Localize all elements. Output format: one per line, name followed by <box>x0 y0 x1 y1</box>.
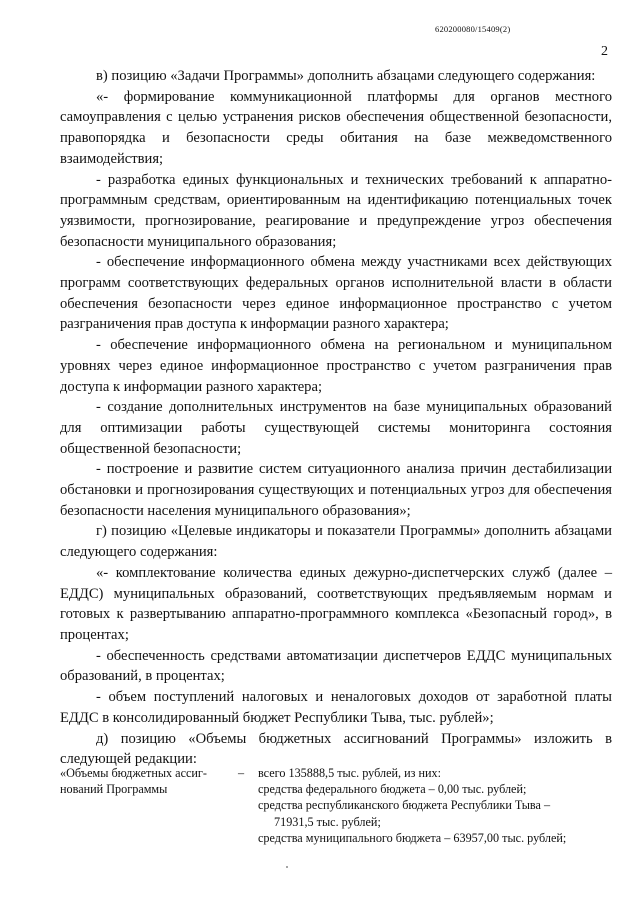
budget-republic: средства республиканского бюджета Республики Тыва – <box>258 798 551 813</box>
paragraph-tasks-intro: в) позицию «Задачи Программы» дополнить абзацами следующего содержания: <box>96 68 596 84</box>
page-number: 2 <box>601 44 608 59</box>
budget-municipal: средства муниципального бюджета – 63957,00 тыс. рублей; <box>258 830 567 845</box>
budget-republic-amount: 71931,5 тыс. рублей; <box>274 814 381 829</box>
document-body <box>60 66 612 770</box>
budget-label-line: нований Программы <box>60 782 168 797</box>
paragraph-tax-revenue: - объем поступлений налоговых и неналоговых доходов от заработной платы ЕДДС в консолидированный бюджет Республики Тыва, тыс. рублей»; <box>60 689 612 726</box>
budget-label-line: «Объемы бюджетных ассиг- <box>60 766 207 780</box>
paragraph-monitoring-tools: - создание дополнительных инструментов на базе муниципальных образований для оптимизации работы существующей системы мониторинга состояния общественной безопасности; <box>60 399 612 457</box>
budget-total: всего 135888,5 тыс. рублей, из них: <box>258 766 442 780</box>
budget-table-values <box>258 765 612 846</box>
budget-federal: средства федерального бюджета – 0,00 тыс. рублей; <box>258 782 527 797</box>
paragraph-edds-staffing: «- комплектование количества единых дежурно-диспетчерских служб (далее – ЕДДС) муниципальных образований, соответствующих предъявляемым нормам и готовых к развертыванию аппаратно-программного комплекса «Безопасный город», в процентах; <box>60 564 612 643</box>
paragraph-indicators-intro: г) позицию «Целевые индикаторы и показатели Программы» дополнить абзацами следующего содержания: <box>60 523 612 561</box>
document-code: 620200080/15409(2) <box>435 24 511 34</box>
budget-table-dash: – <box>238 766 245 780</box>
paragraph-budget-intro: д) позицию «Объемы бюджетных ассигнований Программы» изложить в следующей редакции: <box>60 730 612 768</box>
paragraph-situational-analysis: - построение и развитие систем ситуационного анализа причин дестабилизации обстановки и прогнозирования существующих и потенциальных угроз для обеспечения безопасности населения муниципального образования»; <box>60 461 612 519</box>
scan-speck <box>286 866 288 868</box>
paragraph-technical-requirements: - разработка единых функциональных и технических требований к аппаратно-программным средствам, ориентированным на идентификацию потенциальных точек уязвимости, прогнозирование, реагирование и предупреждение угроз обеспечения безопасности муниципального образования; <box>60 171 612 250</box>
paragraph-regional-info-exchange: - обеспечение информационного обмена на региональном и муниципальном уровнях через единое информационное пространство с учетом разграничения прав доступа к информации разного характера; <box>60 337 612 395</box>
paragraph-communication-platform: «- формирование коммуникационной платформы для органов местного самоуправления с целью устранения рисков обеспечения общественной безопасности, правопорядка и безопасности среды обитания на базе межведомственного взаимодействия; <box>60 88 612 167</box>
paragraph-federal-info-exchange: - обеспечение информационного обмена между участниками всех действующих программ соответствующих федеральных органов исполнительной власти в области обеспечения безопасности через единое информационное пространство с учетом разграничения прав доступа к информации разного характера; <box>60 254 612 333</box>
paragraph-edds-automation: - обеспеченность средствами автоматизации диспетчеров ЕДДС муниципальных образований, в процентах; <box>60 647 612 685</box>
budget-table-label <box>60 765 225 797</box>
